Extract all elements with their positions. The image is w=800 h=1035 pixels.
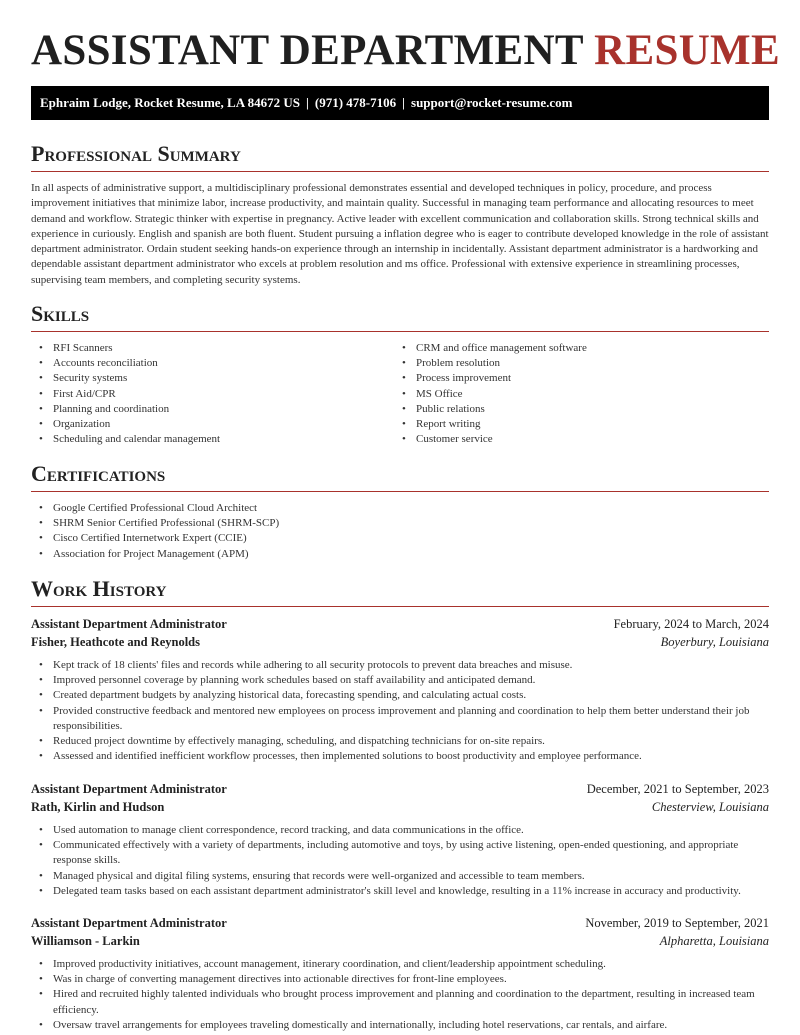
skills-list-left <box>31 341 391 447</box>
skill-item: • Customer service <box>394 432 764 447</box>
job-bullet: • Improved personnel coverage by planning work schedules based on staff availability and anticipated demand. <box>31 673 769 688</box>
job-bullet: • Reduced project downtime by effectively managing, scheduling, and dispatching technicians for on-site repairs. <box>31 734 769 749</box>
job-dates: February, 2024 to March, 2024 <box>613 617 769 631</box>
title-main: ASSISTANT DEPARTMENT <box>31 27 584 74</box>
resume-title <box>31 28 780 74</box>
title-accent: RESUME <box>594 27 780 74</box>
job-bullet: • Kept track of 18 clients' files and records while adhering to all security protocols to prevent data breaches and misuse. <box>31 658 769 673</box>
job-bullet: • Hired and recruited highly talented individuals who brought process improvement and planning and coordination to the department, resulting in increased team efficiency. <box>31 987 769 1017</box>
skill-item: • Security systems <box>31 371 391 386</box>
job-bullets <box>31 957 769 1033</box>
job-bullet: • Improved productivity initiatives, account management, itinerary coordination, and client/leadership appointment scheduling. <box>31 957 769 972</box>
job-entry <box>31 616 769 764</box>
job-title: Assistant Department Administrator <box>31 617 227 631</box>
job-dates: November, 2019 to September, 2021 <box>585 916 769 930</box>
job-dates: December, 2021 to September, 2023 <box>586 782 769 796</box>
job-title: Assistant Department Administrator <box>31 916 227 930</box>
contact-bar <box>31 86 769 120</box>
job-title: Assistant Department Administrator <box>31 782 227 796</box>
skill-item: • Problem resolution <box>394 356 764 371</box>
skill-item: • RFI Scanners <box>31 341 391 356</box>
skill-item: • Planning and coordination <box>31 402 391 417</box>
skill-item: • MS Office <box>394 387 764 402</box>
job-bullet: • Oversaw travel arrangements for employees traveling domestically and internationally, including hotel reservations, car rentals, and airfare. <box>31 1018 769 1033</box>
skill-item: • Accounts reconciliation <box>31 356 391 371</box>
job-bullet: • Created department budgets by analyzing historical data, forecasting spending, and calculating actual costs. <box>31 688 769 703</box>
certification-item: • Google Certified Professional Cloud Architect <box>31 501 769 516</box>
contact-phone: (971) 478-7106 <box>314 95 397 110</box>
skills-list-right <box>394 341 764 447</box>
certification-item: • SHRM Senior Certified Professional (SHRM-SCP) <box>31 516 769 531</box>
job-company: Fisher, Heathcote and Reynolds <box>31 634 200 649</box>
contact-address: Ephraim Lodge, Rocket Resume, LA 84672 US <box>40 95 301 110</box>
job-company: Rath, Kirlin and Hudson <box>31 799 165 814</box>
job-bullet: • Managed physical and digital filing systems, ensuring that records were well-organized and accessible to team members. <box>31 869 769 884</box>
work-history-heading: Work History <box>31 576 769 607</box>
summary-heading: Professional Summary <box>31 141 769 172</box>
job-entry <box>31 781 769 899</box>
skill-item: • CRM and office management software <box>394 341 764 356</box>
job-bullet: • Delegated team tasks based on each assistant department administrator's skill level and knowledge, resulting in a 11% increase in accuracy and productivity. <box>31 884 769 899</box>
job-bullets <box>31 823 769 899</box>
job-location: Boyerbury, Louisiana <box>660 634 769 649</box>
job-company: Williamson - Larkin <box>31 933 140 948</box>
job-entry <box>31 915 769 1033</box>
summary-text: In all aspects of administrative support, a multidisciplinary professional demonstrates essential and developed techniques in policy, procedure, and process improvement initiatives that minimize labor, increase productivity, and maintain quality. Successful in managing team performance and allocating resources to meet demand and workflow. Strategic thinker with expertise in pregnancy. Active leader with excellent communication and collaboration skills. Strong technical skills and experience in curiously. English and spanish are both fluent. Student pursuing a inflation degree who is eager to contribute developed knowledge in the role of assistant department administrator. Ordain student seeking hands-on experience through an internship in incidentally. Assistant department administrator is a hardworking and dependable assistant department administrator who excels at problem resolution and ms office. Professional with extensive experience in streamlining processes, supervising team members, and completing security systems. <box>31 182 769 286</box>
certification-item: • Association for Project Management (APM) <box>31 547 769 562</box>
certification-item: • Cisco Certified Internetwork Expert (CCIE) <box>31 531 769 546</box>
contact-separator: | <box>306 95 309 110</box>
skill-item: • Scheduling and calendar management <box>31 432 391 447</box>
job-bullet: • Communicated effectively with a variety of departments, including automotive and toys, by using active listening, open-ended questioning, and appropriate response skills. <box>31 838 769 868</box>
job-bullet: • Provided constructive feedback and mentored new employees on process improvement and planning and coordination to help them better understand their job responsibilities. <box>31 704 769 734</box>
job-bullet: • Was in charge of converting management directives into actionable directives for front-line employees. <box>31 972 769 987</box>
skill-item: • Public relations <box>394 402 764 417</box>
job-bullet: • Used automation to manage client correspondence, record tracking, and data communications in the office. <box>31 823 769 838</box>
job-location: Alpharetta, Louisiana <box>659 933 769 948</box>
skill-item: • Process improvement <box>394 371 764 386</box>
skill-item: • Report writing <box>394 417 764 432</box>
job-bullet: • Assessed and identified inefficient workflow processes, then implemented solutions to boost productivity and employee performance. <box>31 749 769 764</box>
job-location: Chesterview, Louisiana <box>651 799 769 814</box>
skill-item: • First Aid/CPR <box>31 387 391 402</box>
skills-heading: Skills <box>31 301 769 332</box>
job-bullets <box>31 658 769 764</box>
skill-item: • Organization <box>31 417 391 432</box>
certifications-heading: Certifications <box>31 461 769 492</box>
certifications-list <box>31 501 769 562</box>
contact-separator: | <box>402 95 406 110</box>
contact-email: support@rocket-resume.com <box>411 95 573 110</box>
